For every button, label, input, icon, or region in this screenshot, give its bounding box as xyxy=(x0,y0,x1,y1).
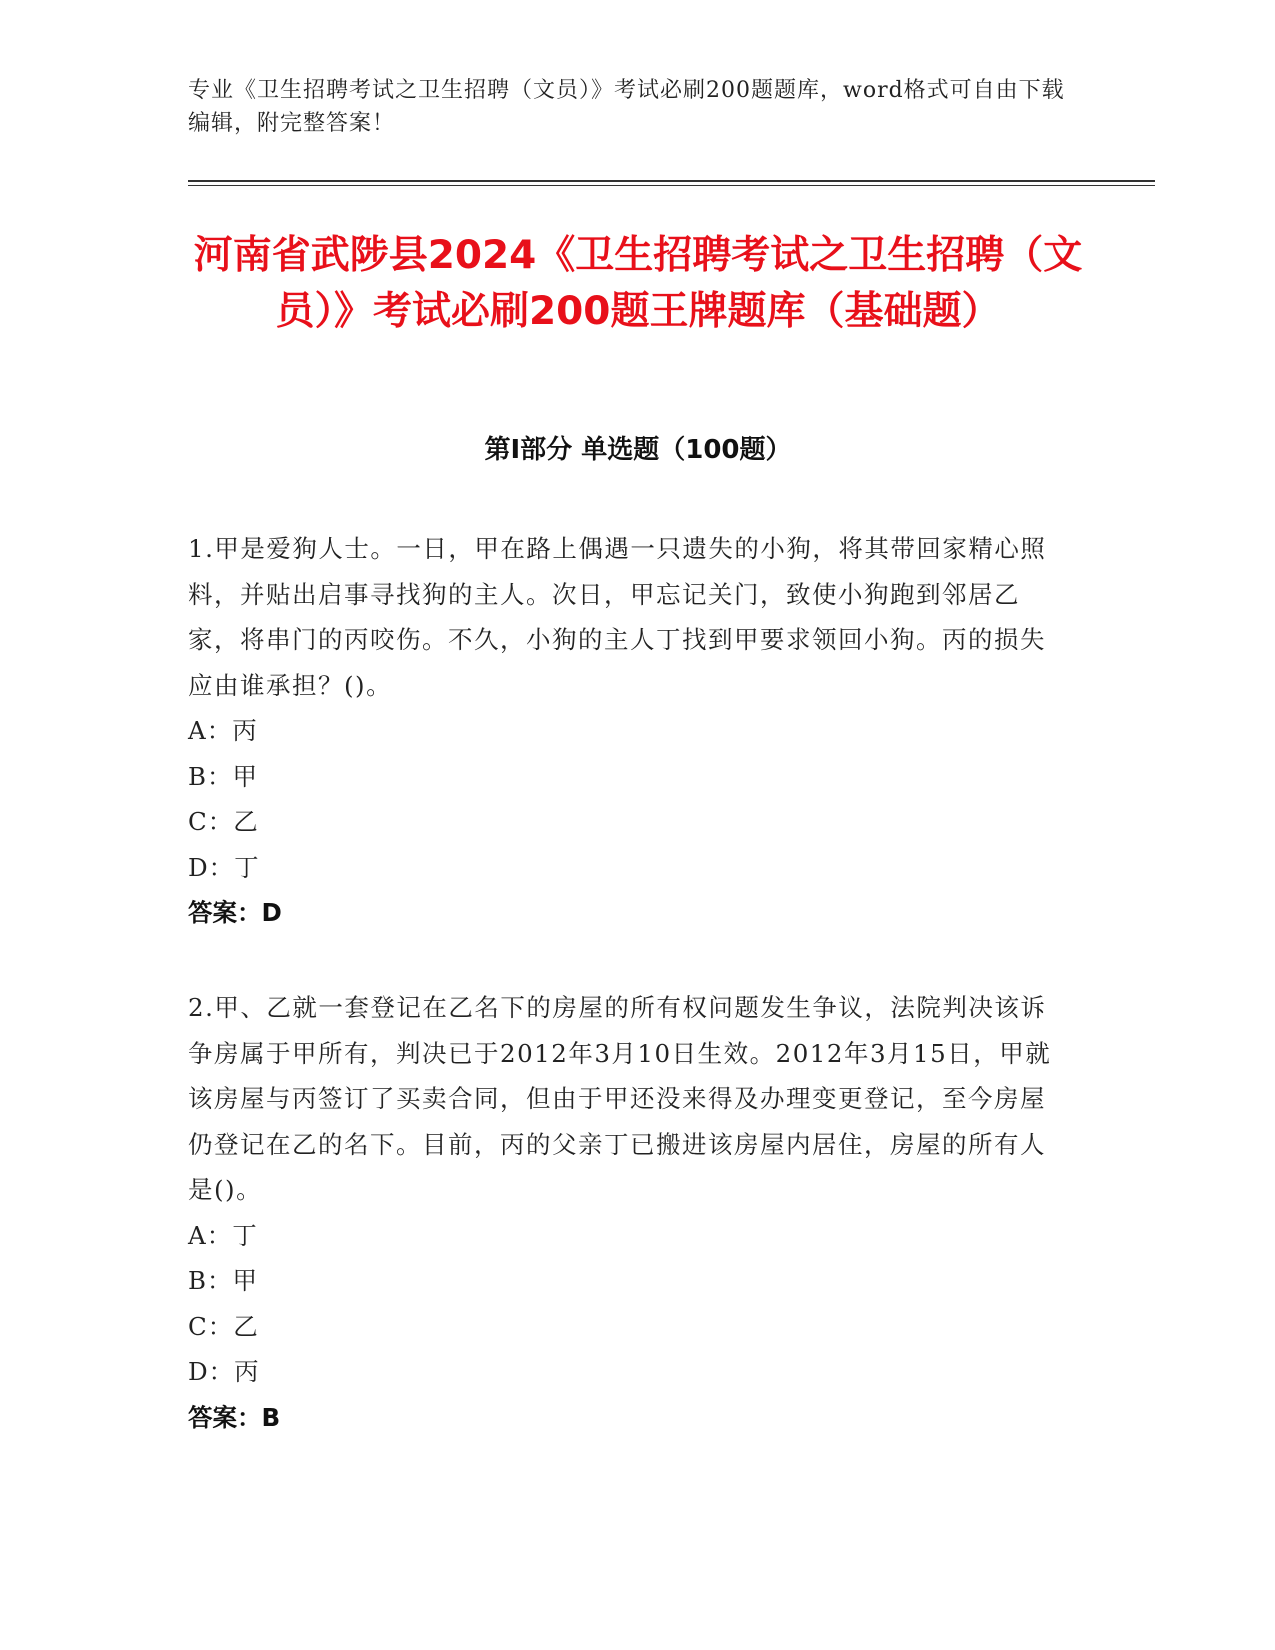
option-d: D：丙 xyxy=(188,1357,260,1386)
option-c: C：乙 xyxy=(188,807,259,836)
question-stem: 1.甲是爱狗人士。一日，甲在路上偶遇一只遗失的小狗，将其带回家精心照料，并贴出启事寻找狗的主人。次日，甲忘记关门，致使小狗跑到邻居乙家，将串门的丙咬伤。不久，小狗的主人丁找到甲要求领回小狗。丙的损失应由谁承担？()。 xyxy=(188,534,1047,700)
option-d: D：丁 xyxy=(188,852,260,882)
question-stem: 2.甲、乙就一套登记在乙名下的房屋的所有权问题发生争议，法院判决该诉争房属于甲所有，判决已于2012年3月10日生效。2012年3月15日，甲就该房屋与丙签订了买卖合同，但由于甲还没来得及办理变更登记，至今房屋仍登记在乙的名下。目前，丙的父亲丁已搬进该房屋内居住，房屋的所有人是()。 xyxy=(188,993,1052,1204)
option-b: B：甲 xyxy=(188,1266,259,1295)
option-a: A：丙 xyxy=(188,716,258,745)
section-title: 第Ⅰ部分 单选题（100题） xyxy=(484,435,792,465)
question-1 xyxy=(188,526,1068,936)
option-a: A：丁 xyxy=(188,1220,258,1250)
question-2 xyxy=(188,985,1068,1440)
header-divider-thick xyxy=(188,180,1155,182)
answer: 答案：B xyxy=(188,1402,281,1432)
header-divider-thin xyxy=(188,185,1155,186)
document-title: 河南省武陟县2024《卫生招聘考试之卫生招聘（文员）》考试必刷200题王牌题库（基础题） xyxy=(193,233,1083,334)
header-note: 专业《卫生招聘考试之卫生招聘（文员）》考试必刷200题题库，word格式可自由下载编辑，附完整答案！ xyxy=(188,78,1065,136)
option-c: C：乙 xyxy=(188,1311,259,1341)
answer: 答案：D xyxy=(188,898,282,927)
option-b: B：甲 xyxy=(188,761,259,791)
